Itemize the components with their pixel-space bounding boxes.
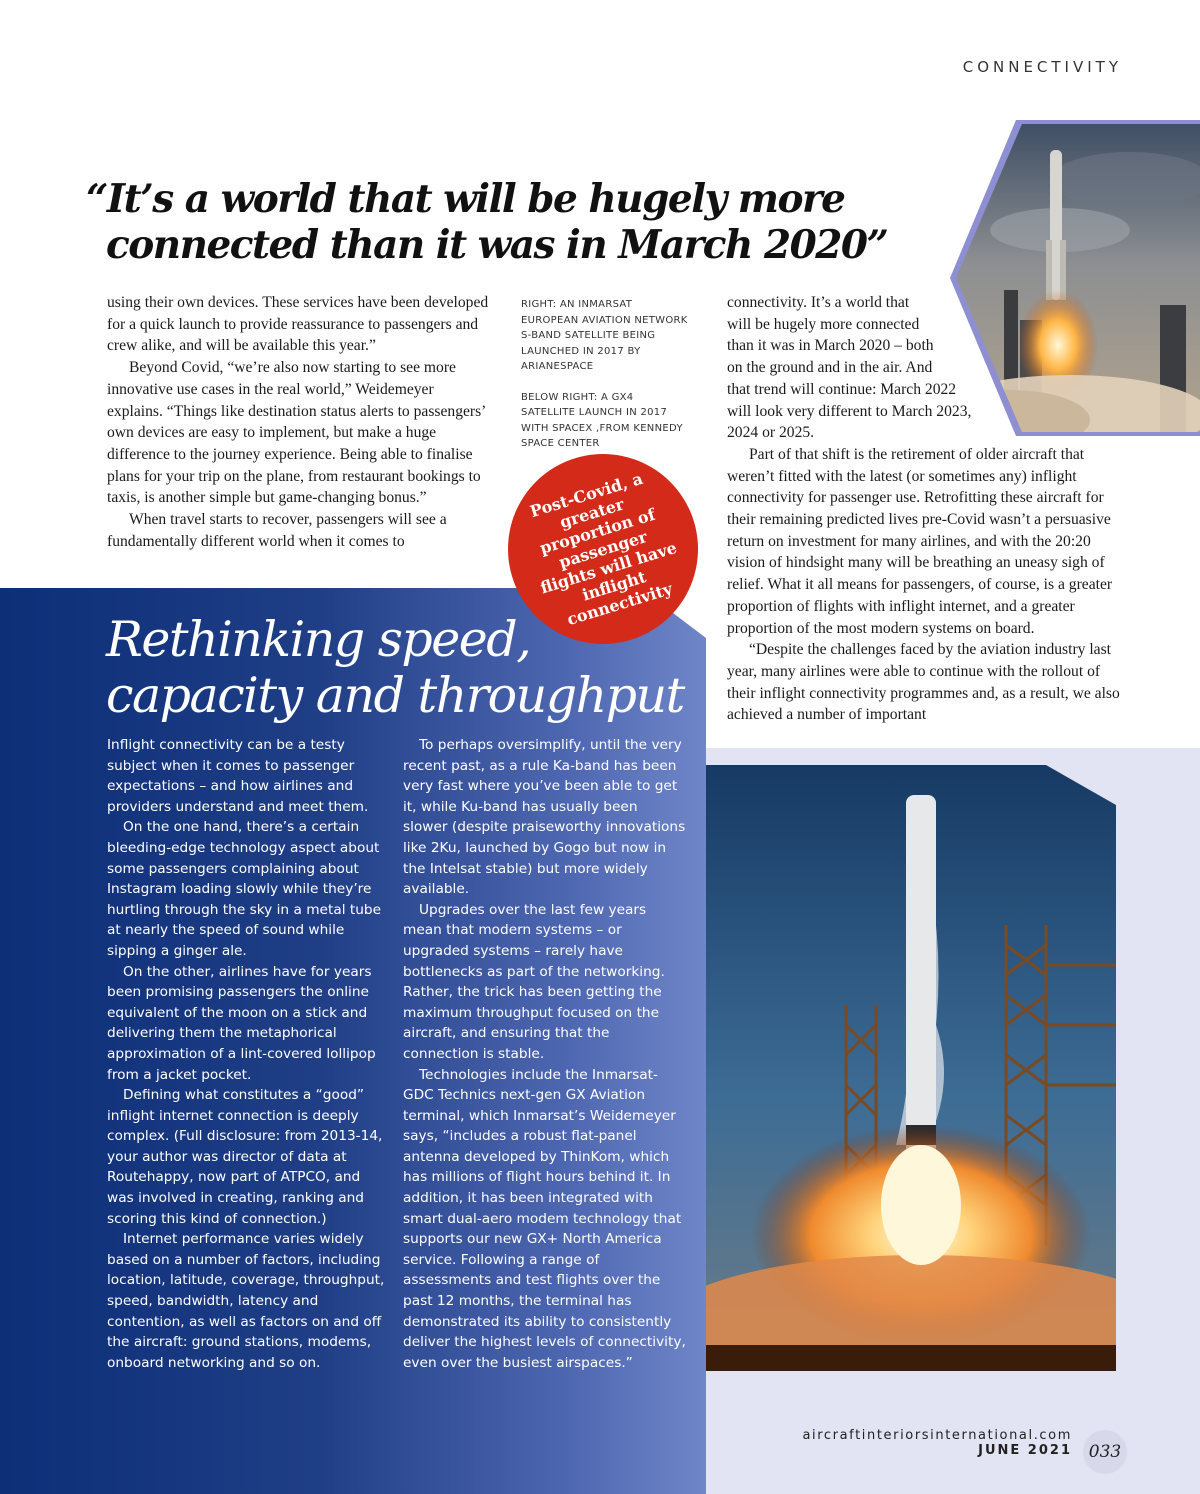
section-col2-paragraph-1: To perhaps oversimplify, until the very recent past, as a rule Ka-band has been very fast where you’ve been able to get it, while Ku-band has usually been slower (despite praiseworthy innovations like 2Ku, launched by Gogo but now in the Intelsat stable) but more widely available. <box>403 737 686 898</box>
spacex-launch-photo <box>706 765 1131 1371</box>
section-col1-paragraph-5: Internet performance varies widely based on a number of factors, including location, latitude, coverage, throughput, speed, bandwidth, latency and contention, as well as factors on and off the aircraft: ground stations, modems, onboard networking and so on. <box>107 1231 385 1371</box>
right-line-7: 2024 or 2025. <box>727 424 815 442</box>
section-col1-paragraph-2: On the one hand, there’s a certain bleeding-edge technology aspect about some passengers complaining about Instagram loading slowly while they’re hurtling through the sky in a metal tube at nearly the speed of sound while sipping a ginger ale. <box>107 819 382 959</box>
section-col1-paragraph-1: Inflight connectivity can be a testy subject when it comes to passenger expectations – and how airlines and providers understand and meet them. <box>107 737 369 815</box>
right-line-4: on the ground and in the air. And <box>727 359 933 377</box>
pull-quote-line-2: connected than it was in March 2020” <box>106 222 888 268</box>
section-column-1 <box>107 735 387 1373</box>
section-col2-paragraph-2: Upgrades over the last few years mean that modern systems – or upgraded systems – rarely have bottlenecks as part of the networking. Rather, the trick has been getting the maximum throughput focused on the aircraft, and ensuring that the connection is stable. <box>403 901 665 1062</box>
highlight-badge <box>508 454 698 644</box>
caption-right: RIGHT: AN INMARSAT EUROPEAN AVIATION NETWORK S-BAND SATELLITE BEING LAUNCHED IN 2017 BY ARIANESPACE <box>521 299 688 372</box>
page-number: 033 <box>1083 1430 1127 1474</box>
left-paragraph-1: using their own devices. These services have been developed for a quick launch to provide reassurance to passengers and crew alike, and will be available this year.” <box>107 294 489 355</box>
section-col1-paragraph-4: Defining what constitutes a “good” inflight internet connection is deeply complex. (Full disclosure: from 2013-14, your author was director of data at Routehappy, now part of ATPCO, and was involved in creating, ranking and scoring this kind of connection.) <box>107 1087 383 1227</box>
section-col1-paragraph-3: On the other, airlines have for years been promising passengers the online equivalent of the moon on a stick and delivering them the metaphorical approximation of a lint-covered lollipop from a jacket pocket. <box>107 963 376 1083</box>
footer-date: JUNE 2021 <box>978 1443 1072 1458</box>
right-line-5: that trend will continue: March 2022 <box>727 380 957 398</box>
left-paragraph-3: When travel starts to recover, passengers will see a fundamentally different world when it comes to <box>107 511 447 550</box>
right-line-6: will look very different to March 2023, <box>727 402 972 420</box>
right-line-3: than it was in March 2020 – both <box>727 337 934 355</box>
section-heading-line-1: Rethinking speed, <box>106 611 531 668</box>
right-column <box>727 292 1122 726</box>
section-label: CONNECTIVITY <box>962 58 1122 76</box>
left-column <box>107 292 492 552</box>
pull-quote-line-1: “It’s a world that will be hugely more <box>86 176 845 222</box>
pull-quote <box>86 176 956 268</box>
right-line-2: will be hugely more connected <box>727 315 920 333</box>
right-line-1: connectivity. It’s a world that <box>727 294 910 311</box>
right-paragraph-2: “Despite the challenges faced by the aviation industry last year, many airlines were able to continue with the rollout of their inflight connectivity programmes and, as a result, we also achieved a number of important <box>727 641 1120 724</box>
section-col2-paragraph-3: Technologies include the Inmarsat-GDC Technics next-gen GX Aviation terminal, which Inmarsat’s Weidemeyer says, “includes a robust flat-panel antenna developed by ThinKom, which has millions of flight hours behind it. In addition, it has been integrated with smart dual-aero modem technology that supports our new GX+ North America service. Following a range of assessments and test flights over the past 12 months, the terminal has demonstrated its ability to consistently deliver the highest levels of connectivity, even over the busiest airspaces.” <box>403 1066 686 1371</box>
right-paragraph-1: Part of that shift is the retirement of older aircraft that weren’t fitted with the latest (or sometimes any) inflight connectivity for passenger use. Retrofitting these aircraft for their remaining predicted lives pre-Covid wasn’t a persuasive return on investment for many airlines, and with the 20:20 vision of hindsight many will be breathing an uneasy sigh of relief. What it all means for passengers, of course, is a greater proportion of flights with inflight internet, and a greater proportion of the most modern systems on board. <box>727 445 1113 637</box>
footer-url: aircraftinteriorsinternational.com <box>802 1428 1072 1443</box>
section-column-2 <box>403 735 686 1373</box>
section-heading-line-2: capacity and throughput <box>106 667 684 724</box>
photo-captions <box>521 297 691 467</box>
left-paragraph-2: Beyond Covid, “we’re also now starting to see more innovative use cases in the real world,” Weidemeyer explains. “Things like destination status alerts to passengers’ own devices are easy to implement, but make a huge difference to the journey experience. Being able to finalise plans for your trip on the plane, from restaurant bookings to taxis, is another simple but game-changing bonus.” <box>107 359 486 507</box>
caption-below-right: BELOW RIGHT: A GX4 SATELLITE LAUNCH IN 2017 WITH SPACEX ,FROM KENNEDY SPACE CENTER <box>521 391 683 449</box>
badge-text: Post-Covid, a greater proportion of passenger flights will have inflight connectivity <box>527 468 680 629</box>
footer <box>802 1428 1072 1458</box>
